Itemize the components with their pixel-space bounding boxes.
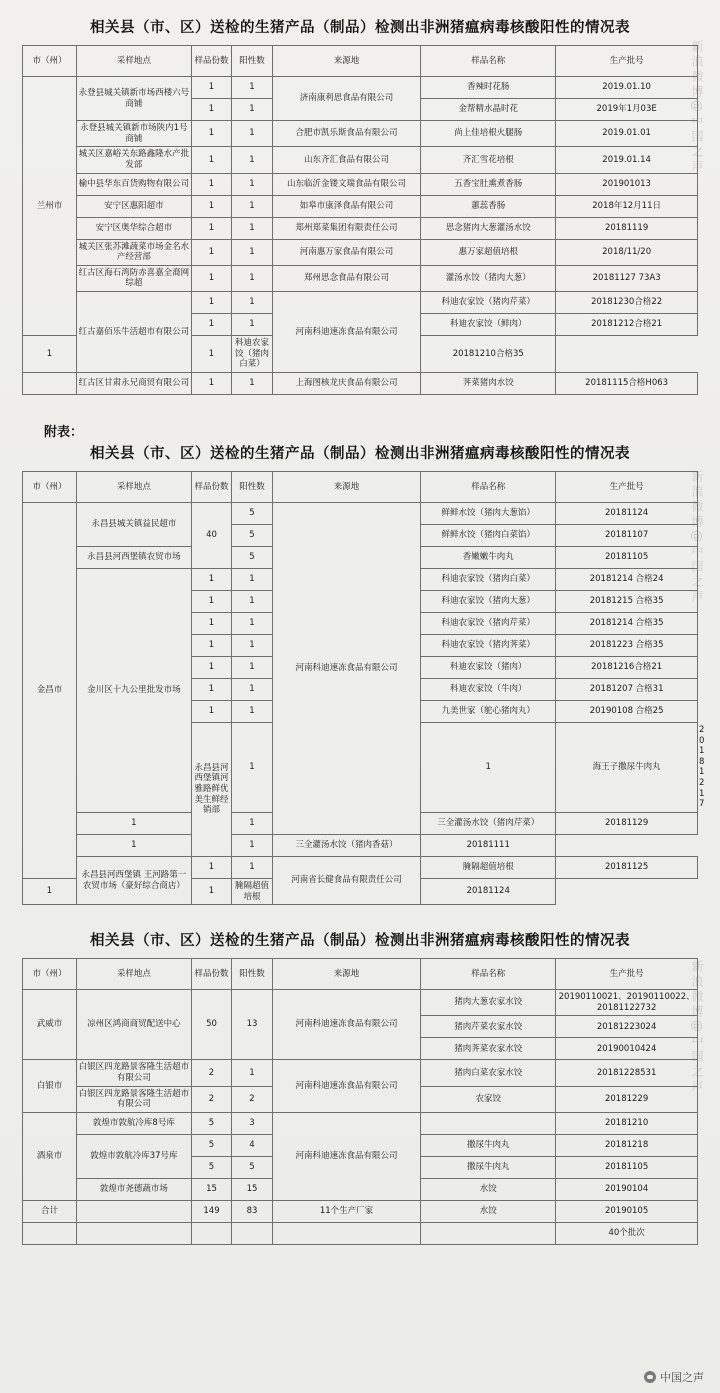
weibo-icon [644,1371,656,1383]
table-row [23,1200,698,1222]
cell-count: 1 [23,336,77,373]
col-count: 样品份数 [191,959,232,990]
cell-sample: 科迪农家饺（猪肉白菜） [232,336,273,373]
cell-count: 1 [191,121,232,147]
cell-count: 5 [191,1112,232,1134]
cell-place: 榆中县华东百货购物有限公司 [77,173,192,195]
cell-count: 1 [191,590,232,612]
cell-sample: 鲜鲜水饺（猪肉白菜馅） [421,524,556,546]
cell-sample: 农家饺 [421,1086,556,1112]
table-row [23,121,698,147]
table-row [23,239,698,265]
cell-count: 1 [191,656,232,678]
cell-place: 永昌县河西堡镇河雅路鲜优美生鲜经销部 [191,722,232,856]
cell-sample: 科迪农家饺（牛肉） [421,678,556,700]
cell-positive: 4 [232,1134,273,1156]
table-row [23,372,698,394]
cell-place: 白银区四龙路景客隆生活超市有限公司 [77,1086,192,1112]
cell-place: 城关区张苏滩蔬菜市场金名水产经营部 [77,239,192,265]
section-table-1 [0,0,720,395]
cell-sample: 九美世家（鸵心猪肉丸） [421,700,556,722]
cell-sample: 思念猪肉大葱灌汤水饺 [421,217,556,239]
cell-place: 红古区甘肃永兄商贸有限公司 [77,372,192,394]
cell-positive: 1 [232,612,273,634]
col-source: 来源地 [272,46,421,77]
col-batch: 生产批号 [556,471,698,502]
cell-source: 山东临沂金镂文瑞食品有限公司 [272,173,421,195]
col-count: 样品份数 [191,471,232,502]
cell-place: 永昌县城关镇益民超市 [77,502,192,546]
section-table-3 [0,905,720,1263]
cell-count: 1 [191,856,232,878]
col-place: 采样地点 [77,46,192,77]
cell-count [191,1222,232,1244]
cell-sample: 五香宝肚熏煮香肠 [421,173,556,195]
cell-batch: 201901013 [556,173,698,195]
cell-sample: 惠万家超值培根 [421,239,556,265]
cell-sample: 海王子撒尿牛肉丸 [556,722,698,812]
cell-count: 1 [191,265,232,291]
cell-batch: 2019.01.10 [556,77,698,99]
cell-source: 河南科迪速冻食品有限公司 [272,292,421,373]
cell-source: 河南科迪速冻食品有限公司 [272,1112,421,1200]
cell-sample: 猪肉芹菜农家水饺 [421,1016,556,1038]
cell-source: 河南省长健食品有限责任公司 [272,856,421,904]
cell-positive: 1 [232,1060,273,1086]
cell-count: 1 [191,678,232,700]
cell-positive [232,1222,273,1244]
cell-batch: 20181207 合格31 [556,678,698,700]
cell-batch: 2018年12月11日 [556,195,698,217]
cell-positive: 5 [232,502,273,524]
credit-label: 中国之声 [660,1371,704,1384]
watermark-middle: 新浪微博@中国之声 [690,470,704,605]
cell-positive: 1 [232,634,273,656]
cell-sample: 尚上佳培根火腿肠 [421,121,556,147]
section-table-2 [0,395,720,905]
cell-batch: 20181223024 [556,1016,698,1038]
cell-source: 山东齐汇食品有限公司 [272,147,421,173]
source-credit [644,1369,704,1385]
cell-batch: 20181129 [556,812,698,834]
cell-city: 武威市 [23,990,77,1060]
cell-positive: 1 [232,239,273,265]
cell-sample: 猪肉荠菜农家水饺 [421,1038,556,1060]
cell-count: 1 [191,314,232,336]
cell-batch: 20181210合格35 [421,336,556,373]
table-row [23,856,698,878]
cell-sample: 科迪农家饺（猪肉芹菜） [421,292,556,314]
cell-place: 城关区嘉峪关东路鑫隆水产批发部 [77,147,192,173]
cell-positive: 1 [232,568,273,590]
cell-batch: 2019.01.14 [556,147,698,173]
cell-positive: 1 [232,834,273,856]
cell-count: 1 [191,568,232,590]
cell-positive: 5 [232,1156,273,1178]
col-positive: 阳性数 [232,471,273,502]
cell-city: 合计 [23,1200,77,1222]
table-row [23,173,698,195]
col-positive: 阳性数 [232,46,273,77]
cell-count: 1 [77,834,192,856]
table-header-row [23,46,698,77]
cell-batch: 20181105 [556,546,698,568]
cell-sample: 科迪农家饺（猪肉） [421,656,556,678]
cell-city [23,372,77,394]
cell-batch: 20181214 合格35 [556,612,698,634]
cell-count: 1 [191,612,232,634]
cell-sample: 猪肉白菜农家水饺 [421,1060,556,1086]
cell-positive: 1 [232,121,273,147]
cell-batch: 20181119 [556,217,698,239]
cell-source: 郑州郑菜集团有限责任公司 [272,217,421,239]
cell-positive: 15 [232,1178,273,1200]
cell-sample: 撒尿牛肉丸 [421,1156,556,1178]
cell-positive: 1 [232,812,273,834]
data-table-3 [22,958,698,1245]
cell-batch: 20181111 [421,834,556,856]
data-table-2 [22,471,705,905]
cell-sample: 香辣时花肠 [421,77,556,99]
col-source: 来源地 [272,471,421,502]
page-title-3: 相关县（市、区）送检的生猪产品（制品）检测出非洲猪瘟病毒核酸阳性的情况表 [90,933,630,950]
col-city: 市（州） [23,471,77,502]
cell-positive: 1 [232,99,273,121]
table-row [23,195,698,217]
cell-place: 永登县城关镇新市场陕内1号商铺 [77,121,192,147]
cell-batch: 20181125 [556,856,698,878]
cell-positive: 1 [232,314,273,336]
cell-place: 安宁区奥华综合超市 [77,217,192,239]
table-body-3 [23,990,698,1245]
cell-sample: 科迪农家饺（猪肉白菜） [421,568,556,590]
cell-place: 安宁区惠阳超市 [77,195,192,217]
col-positive: 阳性数 [232,959,273,990]
cell-positive: 3 [232,1112,273,1134]
table-row [23,502,698,524]
cell-batch: 20181210 [556,1112,698,1134]
cell-count: 1 [191,195,232,217]
cell-batch: 2019年1月03E [556,99,698,121]
cell-batch: 20181218 [556,1134,698,1156]
cell-batch: 20181228531 [556,1060,698,1086]
page-title-2: 相关县（市、区）送检的生猪产品（制品）检测出非洲猪瘟病毒核酸阳性的情况表 [90,445,630,462]
table-row [23,834,698,856]
cell-count: 1 [191,99,232,121]
cell-batch: 20190110021、20190110022、20181122732 [556,990,698,1016]
cell-batch: 2018/11/20 [556,239,698,265]
table-row [23,1060,698,1086]
cell-place: 凉州区鸿商商贸配送中心 [77,990,192,1060]
cell-batch: 20181212合格21 [556,314,698,336]
cell-positive: 13 [232,990,273,1060]
col-place: 采样地点 [77,471,192,502]
cell-positive: 83 [232,1200,273,1222]
col-sample: 样品名称 [421,46,556,77]
cell-count: 1 [191,292,232,314]
watermark-top: 新浪微博@中国之声 [690,40,704,175]
data-table-1 [22,45,698,395]
cell-source: 如皋市康泽食品有限公司 [272,195,421,217]
table-row [23,990,698,1016]
cell-batch: 20190104 [556,1178,698,1200]
col-city: 市（州） [23,959,77,990]
cell-positive: 1 [232,147,273,173]
cell-count: 1 [77,812,192,834]
cell-positive: 1 [232,195,273,217]
cell-count: 40 [191,502,232,568]
table-row [23,77,698,99]
cell-positive: 1 [232,372,273,394]
cell-place: 敦煌市尧德蔬市场 [77,1178,192,1200]
table-row [23,1222,698,1244]
cell-source: 上海图核龙庆食品有限公司 [272,372,421,394]
cell-sample: 香嫩嫩牛肉丸 [421,546,556,568]
cell-source: 河南科迪速冻食品有限公司 [272,1060,421,1113]
cell-batch: 20181107 [556,524,698,546]
cell-positive: 5 [232,546,273,568]
cell-place: 红古区海石湾防赤喜嘉全裔网综超 [77,265,192,291]
cell-place: 白银区四龙路景客隆生活超市有限公司 [77,1060,192,1086]
cell-place [77,1222,192,1244]
col-city: 市（州） [23,46,77,77]
attachment-label: 附表： [44,424,84,440]
table-header-row [23,959,698,990]
cell-positive: 1 [232,292,273,314]
cell-positive: 1 [191,336,232,373]
table-row [23,292,698,314]
cell-count: 5 [191,1134,232,1156]
cell-positive: 1 [232,678,273,700]
cell-batch: 20190105 [556,1200,698,1222]
cell-sample: 科迪农家饺（猪肉大葱） [421,590,556,612]
cell-positive: 1 [232,656,273,678]
watermark-bottom: 新浪微博@中国之声 [690,960,704,1095]
cell-count: 1 [191,634,232,656]
cell-batch: 40个批次 [556,1222,698,1244]
cell-sample: 水饺 [421,1178,556,1200]
table-body-1 [23,77,698,395]
cell-sample: 金帮精水晶时花 [421,99,556,121]
cell-count: 1 [191,173,232,195]
cell-sample: 水饺 [421,1200,556,1222]
cell-count: 1 [191,77,232,99]
cell-positive: 1 [232,217,273,239]
cell-city: 酒泉市 [23,1112,77,1200]
cell-positive: 1 [232,700,273,722]
cell-batch: 20181214 合格24 [556,568,698,590]
cell-sample: 蕙蕊香肠 [421,195,556,217]
cell-count: 1 [191,217,232,239]
cell-count: 50 [191,990,232,1060]
cell-positive: 1 [232,265,273,291]
cell-city [23,1222,77,1244]
cell-source: 河南科迪速冻食品有限公司 [272,990,421,1060]
cell-place [77,1200,192,1222]
cell-source [272,1222,421,1244]
cell-count: 5 [191,1156,232,1178]
cell-positive: 1 [191,878,232,904]
cell-count: 2 [191,1086,232,1112]
cell-count: 149 [191,1200,232,1222]
cell-sample [421,1112,556,1134]
cell-sample: 齐汇雪花培根 [421,147,556,173]
table-row [23,217,698,239]
col-sample: 样品名称 [421,471,556,502]
cell-sample: 撒尿牛肉丸 [421,1134,556,1156]
cell-count: 1 [191,372,232,394]
cell-place: 红古嘉佰乐牛活超市有限公司 [77,292,192,373]
cell-batch: 2019.01.01 [556,121,698,147]
cell-batch: 20190010424 [556,1038,698,1060]
cell-place: 永登县城关镇新市场西楼六号商铺 [77,77,192,121]
cell-city: 白银市 [23,1060,77,1113]
cell-sample: 三全灌汤水饺（猪肉香菇） [272,834,421,856]
table-row [23,1112,698,1134]
col-batch: 生产批号 [556,46,698,77]
cell-count: 1 [232,722,273,812]
cell-batch: 20181216合格21 [556,656,698,678]
cell-source: 济南康利思食品有限公司 [272,77,421,121]
cell-place: 敦煌市敦航冷库37号库 [77,1134,192,1178]
col-source: 来源地 [272,959,421,990]
cell-sample: 腌隔超值培根 [232,878,273,904]
cell-sample [421,1222,556,1244]
cell-batch: 20181127 73A3 [556,265,698,291]
cell-batch: 20181115合格H063 [556,372,698,394]
cell-batch: 20181230合格22 [556,292,698,314]
cell-sample: 三全灌汤水饺（猪肉芹菜） [421,812,556,834]
col-count: 样品份数 [191,46,232,77]
cell-positive: 1 [232,77,273,99]
col-batch: 生产批号 [556,959,698,990]
cell-batch: 20181223 合格35 [556,634,698,656]
table-row [23,147,698,173]
cell-count: 1 [191,700,232,722]
page-title-1: 相关县（市、区）送检的生猪产品（制品）检测出非洲猪瘟病毒核酸阳性的情况表 [90,20,630,36]
table-header-row [23,471,698,502]
cell-sample: 灌汤水饺（猪肉大葱） [421,265,556,291]
cell-city: 金昌市 [23,502,77,878]
cell-positive: 5 [232,524,273,546]
cell-place: 敦煌市敦航冷库8号库 [77,1112,192,1134]
cell-place: 金川区十九公里批发市场 [77,568,192,812]
cell-source: 河南科迪速冻食品有限公司 [272,502,421,834]
cell-place: 永昌县河西堡镇 王河路第一农贸市场（豪好综合商店） [77,856,192,904]
cell-count: 15 [191,1178,232,1200]
cell-count: 1 [191,147,232,173]
cell-positive: 1 [421,722,556,812]
cell-city: 兰州市 [23,77,77,336]
cell-sample: 鲜鲜水饺（猪肉大葱馅） [421,502,556,524]
cell-batch: 20181229 [556,1086,698,1112]
cell-positive: 1 [232,590,273,612]
table-row [23,265,698,291]
col-place: 采样地点 [77,959,192,990]
cell-positive: 1 [232,856,273,878]
cell-source: 11个生产厂家 [272,1200,421,1222]
cell-count: 1 [191,239,232,265]
col-sample: 样品名称 [421,959,556,990]
cell-sample: 科迪农家饺（鲜肉） [421,314,556,336]
cell-sample: 科迪农家饺（猪肉荠菜） [421,634,556,656]
cell-batch: 20181124 [556,502,698,524]
cell-batch: 20181124 [421,878,556,904]
cell-sample: 腌隔超值培根 [421,856,556,878]
cell-sample: 荠菜猪肉水饺 [421,372,556,394]
cell-sample: 科迪农家饺（猪肉芹菜） [421,612,556,634]
cell-source: 合肥市凯乐斯食品有限公司 [272,121,421,147]
table-row: 永昌县河西堡镇河雅路鲜优美生鲜经销部 1 1 海王子撒尿牛肉丸 20181217 [23,722,698,812]
cell-count: 1 [23,878,77,904]
cell-source: 郑州思念食品有限公司 [272,265,421,291]
cell-positive: 2 [232,1086,273,1112]
cell-sample: 猪肉大葱农家水饺 [421,990,556,1016]
cell-positive: 1 [232,173,273,195]
cell-batch: 20190108 合格25 [556,700,698,722]
cell-batch: 20181215 合格35 [556,590,698,612]
cell-count: 2 [191,1060,232,1086]
cell-batch: 20181105 [556,1156,698,1178]
cell-source: 河南惠万家食品有限公司 [272,239,421,265]
cell-place: 永昌县河西堡镇农贸市场 [77,546,192,568]
